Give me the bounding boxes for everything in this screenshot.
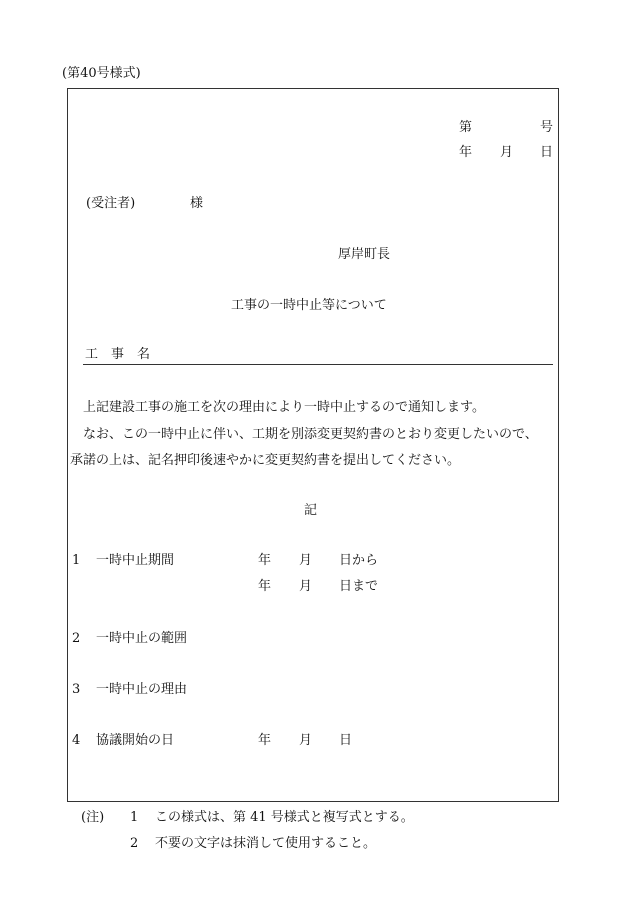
- consult-month: 月: [299, 733, 313, 748]
- item-4-number: 4: [72, 733, 81, 748]
- body-line-1: 上記建設工事の施工を次の理由により一時中止するので通知します。: [83, 400, 485, 415]
- project-label-char-2: 事: [111, 347, 125, 362]
- sender-name: 厚岸町長: [338, 247, 391, 262]
- period-from-month: 月: [299, 553, 313, 568]
- note-2-text: 不要の文字は抹消して使用すること。: [155, 836, 377, 851]
- project-label-char-1: 工: [85, 347, 99, 362]
- project-name-underline: [83, 364, 553, 365]
- number-dai: 第: [459, 120, 473, 135]
- recipient-sama: 様: [190, 196, 204, 211]
- document-title: 工事の一時中止等について: [231, 298, 387, 313]
- item-1-label: 一時中止期間: [96, 553, 175, 568]
- consult-year: 年: [258, 733, 272, 748]
- item-1-number: 1: [72, 553, 81, 568]
- notes-label: (注): [81, 810, 105, 825]
- item-2-label: 一時中止の範囲: [96, 631, 188, 646]
- item-3-number: 3: [72, 682, 81, 697]
- item-2-number: 2: [72, 631, 81, 646]
- item-3-label: 一時中止の理由: [96, 682, 188, 697]
- item-4-label: 協議開始の日: [96, 733, 175, 748]
- consult-day: 日: [339, 733, 353, 748]
- note-2-number: 2: [130, 836, 139, 851]
- form-number: (第40号様式): [62, 66, 141, 81]
- note-1-number: 1: [130, 810, 139, 825]
- number-go: 号: [540, 120, 554, 135]
- period-from-year: 年: [258, 553, 272, 568]
- period-to-day: 日まで: [339, 579, 379, 594]
- period-to-year: 年: [258, 579, 272, 594]
- note-1-text: この様式は、第 41 号様式と複写式とする。: [155, 810, 414, 825]
- project-label-char-3: 名: [137, 347, 151, 362]
- date-day: 日: [540, 145, 554, 160]
- ki-label: 記: [304, 503, 318, 518]
- period-to-month: 月: [299, 579, 313, 594]
- date-year: 年: [459, 145, 473, 160]
- date-month: 月: [500, 145, 514, 160]
- body-line-3: 承諾の上は、記名押印後速やかに変更契約書を提出してください。: [70, 453, 461, 468]
- period-from-day: 日から: [339, 553, 379, 568]
- recipient-label: (受注者): [86, 196, 136, 211]
- body-line-2: なお、この一時中止に伴い、工期を別添変更契約書のとおり変更したいので、: [83, 427, 538, 442]
